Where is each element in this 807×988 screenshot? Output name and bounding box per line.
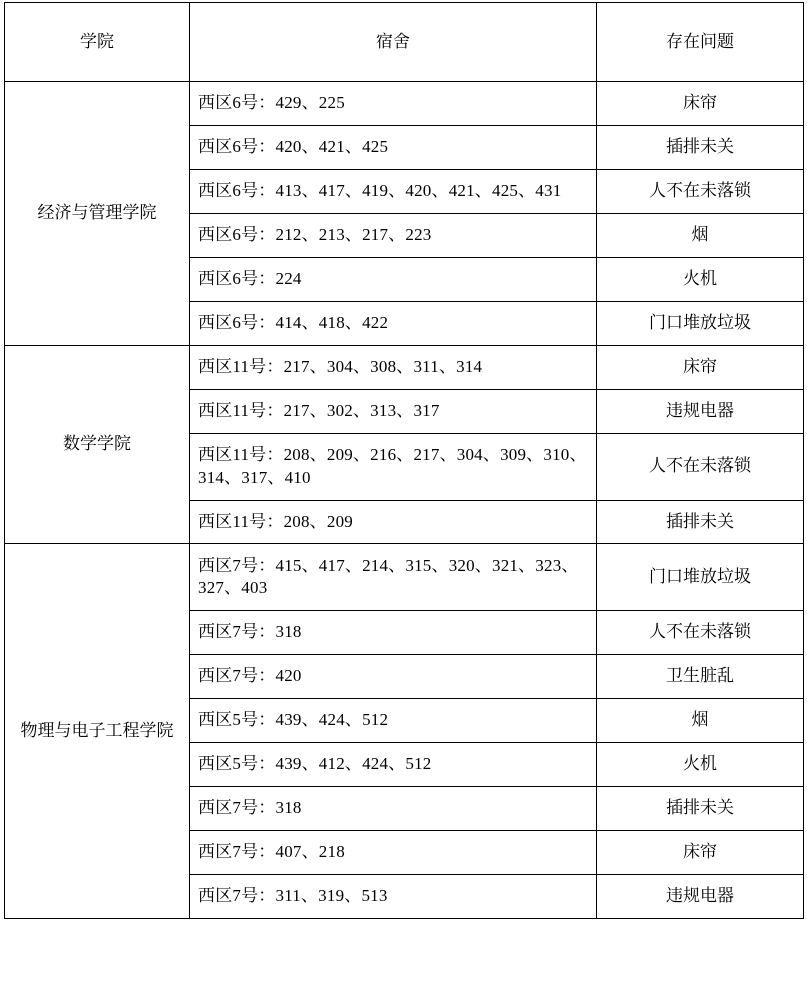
dormitory-cell: 西区11号：217、302、313、317 (190, 389, 597, 433)
issue-cell: 床帘 (597, 82, 804, 126)
header-issue: 存在问题 (597, 3, 804, 82)
issue-cell: 火机 (597, 743, 804, 787)
issue-cell: 烟 (597, 213, 804, 257)
dormitory-cell: 西区6号：212、213、217、223 (190, 213, 597, 257)
table-row (5, 544, 804, 611)
dormitory-cell: 西区7号：407、218 (190, 831, 597, 875)
dormitory-cell: 西区11号：208、209 (190, 500, 597, 544)
issue-cell: 插排未关 (597, 125, 804, 169)
dormitory-cell: 西区6号：224 (190, 257, 597, 301)
issue-cell: 插排未关 (597, 500, 804, 544)
table-row (5, 82, 804, 126)
dormitory-cell: 西区7号：415、417、214、315、320、321、323、327、403 (190, 544, 597, 611)
dormitory-cell: 西区6号：429、225 (190, 82, 597, 126)
issue-cell: 火机 (597, 257, 804, 301)
dormitory-cell: 西区11号：208、209、216、217、304、309、310、314、317、410 (190, 433, 597, 500)
dormitory-cell: 西区5号：439、412、424、512 (190, 743, 597, 787)
dormitory-cell: 西区7号：420 (190, 655, 597, 699)
issue-cell: 卫生脏乱 (597, 655, 804, 699)
dormitory-cell: 西区7号：311、319、513 (190, 875, 597, 919)
issue-cell: 床帘 (597, 831, 804, 875)
issue-cell: 门口堆放垃圾 (597, 301, 804, 345)
issue-cell: 人不在未落锁 (597, 611, 804, 655)
table-body (5, 82, 804, 919)
dormitory-cell: 西区5号：439、424、512 (190, 699, 597, 743)
issue-cell: 烟 (597, 699, 804, 743)
header-row (5, 3, 804, 82)
header-dormitory: 宿舍 (190, 3, 597, 82)
issue-cell: 人不在未落锁 (597, 169, 804, 213)
dormitory-cell: 西区6号：414、418、422 (190, 301, 597, 345)
issue-cell: 违规电器 (597, 875, 804, 919)
issue-cell: 床帘 (597, 345, 804, 389)
dormitory-cell: 西区7号：318 (190, 787, 597, 831)
header-college: 学院 (5, 3, 190, 82)
dormitory-cell: 西区6号：413、417、419、420、421、425、431 (190, 169, 597, 213)
college-cell: 数学学院 (5, 345, 190, 544)
dormitory-issues-table (4, 2, 804, 919)
issue-cell: 插排未关 (597, 787, 804, 831)
dormitory-cell: 西区11号：217、304、308、311、314 (190, 345, 597, 389)
college-cell: 经济与管理学院 (5, 82, 190, 346)
table-row (5, 345, 804, 389)
college-cell: 物理与电子工程学院 (5, 544, 190, 919)
dormitory-cell: 西区6号：420、421、425 (190, 125, 597, 169)
issue-cell: 人不在未落锁 (597, 433, 804, 500)
issue-cell: 门口堆放垃圾 (597, 544, 804, 611)
table-header (5, 3, 804, 82)
issue-cell: 违规电器 (597, 389, 804, 433)
dormitory-cell: 西区7号：318 (190, 611, 597, 655)
